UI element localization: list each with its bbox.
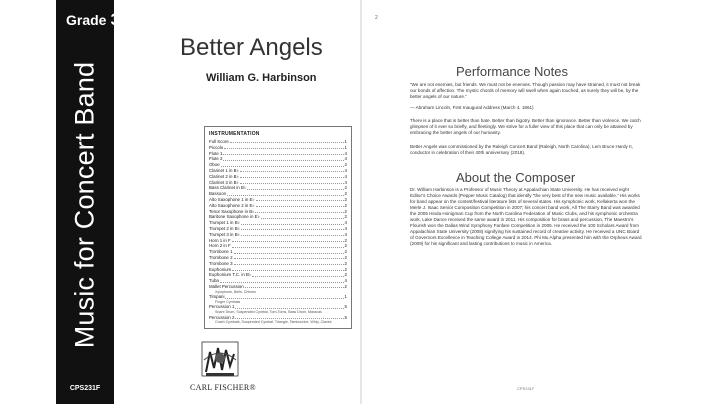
leader-dots <box>224 148 343 149</box>
grade-value: 3½ <box>110 10 135 29</box>
instrument-quantity: 4 <box>344 156 347 162</box>
instrument-quantity: 1 <box>344 139 347 144</box>
instrument-name: Alto Saxophone 2 in E♭ <box>209 202 255 208</box>
series-title-wrap <box>60 40 110 370</box>
instrument-quantity: 2 <box>344 185 347 191</box>
notes-commission: Better Angels was commissioned by the Raleigh Concert Band (Raleigh, North Carolina), Lem Bruce Hardy II, conductor in celebration of their 40th anniversary (2018). <box>410 144 633 155</box>
instrument-name: Tuba <box>209 278 219 284</box>
instrument-name: Baritone Saxophone in E♭ <box>209 214 260 220</box>
instrument-name: Euphonium T.C. in B♭ <box>209 272 252 278</box>
instrumentation-heading: INSTRUMENTATION <box>209 131 260 137</box>
leader-dots <box>261 218 344 219</box>
instrument-name: Euphonium <box>209 266 232 272</box>
composer-name: William G. Harbinson <box>206 72 317 84</box>
instrument-name: Flute 2 <box>209 156 223 162</box>
about-composer-heading: About the Composer <box>456 170 576 185</box>
instrument-quantity: 2 <box>344 162 347 168</box>
instrument-quantity: 2 <box>344 191 347 197</box>
instrument-quantity: 4 <box>344 225 347 231</box>
piece-title: Better Angels <box>180 34 323 61</box>
instrument-name: Tenor Saxophone in B♭ <box>209 208 255 214</box>
leader-dots <box>220 282 344 283</box>
instrument-name: Alto Saxophone 1 in E♭ <box>209 196 255 202</box>
instrument-name: Trombone 3 <box>209 260 233 266</box>
instrument-name: Horn 1 in F <box>209 237 231 243</box>
instrument-quantity: 2 <box>344 243 347 249</box>
leader-dots <box>232 270 343 271</box>
series-title: Music for Concert Band <box>69 61 100 349</box>
instrument-name: Piccolo <box>209 144 224 150</box>
instrument-name: Horn 2 in F <box>209 243 231 249</box>
grade-text: Grade <box>66 12 107 28</box>
instrument-quantity: 2 <box>344 237 347 243</box>
leader-dots <box>235 318 343 319</box>
instrument-name: Trumpet 1 in B♭ <box>209 220 240 226</box>
leader-dots <box>232 241 344 242</box>
leader-dots <box>221 166 344 167</box>
leader-dots <box>240 183 344 184</box>
instrument-quantity: 4 <box>344 278 347 284</box>
instrument-quantity: 4 <box>344 231 347 237</box>
instrument-name: Trombone 2 <box>209 254 233 260</box>
page-number: 2 <box>375 15 378 21</box>
footer-catalog-code: CPS231F <box>517 386 535 391</box>
instrument-name: Clarinet 3 in B♭ <box>209 179 239 185</box>
instrument-quantity: 5 <box>344 304 347 310</box>
notes-quote: “We are not enemies, but friends. We must not be enemies. Though passion may have strained, it must not break our bonds of affection. The mystic chords of memory will swell when again touched, as surely they will be, by the better angels of our nature.” <box>410 82 641 99</box>
instrument-name: Timpani <box>209 294 225 300</box>
leader-dots <box>240 171 344 172</box>
instrument-detail: Finger Cymbals <box>215 299 241 304</box>
instrument-quantity: 1 <box>344 294 347 300</box>
performance-notes-heading: Performance Notes <box>456 64 568 79</box>
instrument-detail: Crash Cymbals, Suspended Cymbal, Triangle, Tambourine, Whip, Claves <box>215 320 332 325</box>
leader-dots <box>241 229 344 230</box>
instrument-quantity: 4 <box>344 173 347 179</box>
leader-dots <box>234 264 344 265</box>
instrument-quantity: 2 <box>344 272 347 278</box>
instrument-name: Flute 1 <box>209 150 223 156</box>
leader-dots <box>234 258 344 259</box>
instrument-detail: Xylophone, Bells, Chimes <box>215 289 256 294</box>
leader-dots <box>240 177 344 178</box>
instrument-quantity: 4 <box>344 220 347 226</box>
leader-dots <box>223 160 343 161</box>
instrument-quantity: 5 <box>344 314 347 320</box>
leader-dots <box>232 247 344 248</box>
leader-dots <box>241 235 344 236</box>
instrument-name: Full Score <box>209 139 229 144</box>
instrument-name: Trumpet 3 in B♭ <box>209 231 240 237</box>
leader-dots <box>227 195 343 196</box>
instrument-name: Trumpet 2 in B♭ <box>209 225 240 231</box>
catalog-code: CPS231F <box>69 385 101 392</box>
leader-dots <box>230 142 344 143</box>
instrument-name: Trombone 1 <box>209 249 233 255</box>
instrumentation-box <box>204 126 352 329</box>
instrument-quantity: 2 <box>344 202 347 208</box>
instrument-detail: Snare Drum, Suspended Cymbal, Tom-Toms, Bass Drum, Maracas <box>215 310 322 315</box>
leader-dots <box>256 200 344 201</box>
instrument-quantity: 2 <box>344 260 347 266</box>
instrument-quantity: 1 <box>344 144 347 150</box>
instrument-name: Mallet Percussion <box>209 283 244 289</box>
leader-dots <box>223 154 343 155</box>
instrumentation-list <box>209 139 347 325</box>
instrument-quantity: 2 <box>344 214 347 220</box>
instrument-quantity: 4 <box>344 167 347 173</box>
leader-dots <box>235 308 343 309</box>
about-composer-text: Dr. William Harbinson is a Professor of Music Theory at Appalachian State University. He has received eight Editor’s Choice Awards (Pepper Music Catalog) that identify “the very best of the new music available.” His works for band appear on the contest/festival literature lists of several states. His symphonic work, Kellakerta won the Merle J. Isaac Senior Composition Competition in 2007; his concert band work, All The Starry Band was awarded the 2005 Hinda Honigman Cup from the North Carolina Federation of Music Clubs, and his symphonic orchestra work, Lake Dance received the same award in 2011. His composition for brass and percussion, The Maestro’s Flourish won the Dallas Wind Symphony Fanfare Competition in 2005. He received the 100 Scholars Award from Appalachian State University (2008) signifying his sustained record of creative activity. He received a UNC Board of Governors Excellence in Teaching College Award in 2014. Phi Mu Alpha presented him with the Orpheus Award (2009) for his significant and lasting contributions to music in America. <box>410 187 642 246</box>
instrument-quantity: 2 <box>344 254 347 260</box>
leader-dots <box>225 298 343 299</box>
instrument-quantity: 4 <box>344 179 347 185</box>
notes-paragraph: There is a place that is better than hate. Better than bigotry. Better than ignorance. Better than violence. We catch glimpses of it ever so briefly, and fleetingly. We strive for a fuller view of this place that can only be attained by embracing the better angels of our humanity. <box>410 118 641 135</box>
instrument-name: Clarinet 2 in B♭ <box>209 173 239 179</box>
instrument-name: Bass Clarinet in B♭ <box>209 185 246 191</box>
carl-fischer-logo-icon <box>196 338 244 382</box>
instrument-quantity: 2 <box>344 266 347 272</box>
instrument-quantity: 4 <box>344 150 347 156</box>
leader-dots <box>234 253 344 254</box>
leader-dots <box>252 276 344 277</box>
instrument-quantity: 2 <box>344 208 347 214</box>
notes-attribution: — Abraham Lincoln, First Inaugural Address (March 4, 1861) <box>410 105 534 110</box>
grade-label <box>66 10 134 30</box>
instrument-name: Bassoon <box>209 191 227 197</box>
instrument-quantity: 2 <box>344 283 347 289</box>
leader-dots <box>241 224 344 225</box>
publisher-name: CARL FISCHER® <box>190 383 256 392</box>
instrument-quantity: 2 <box>344 196 347 202</box>
leader-dots <box>247 189 344 190</box>
instrument-name: Clarinet 1 in B♭ <box>209 167 239 173</box>
instrument-name: Percussion 2 <box>209 314 235 320</box>
leader-dots <box>245 287 344 288</box>
leader-dots <box>256 206 344 207</box>
instrument-name: Oboe <box>209 162 220 168</box>
instrument-quantity: 2 <box>344 249 347 255</box>
instrument-name: Percussion 1 <box>209 304 235 310</box>
leader-dots <box>255 212 343 213</box>
